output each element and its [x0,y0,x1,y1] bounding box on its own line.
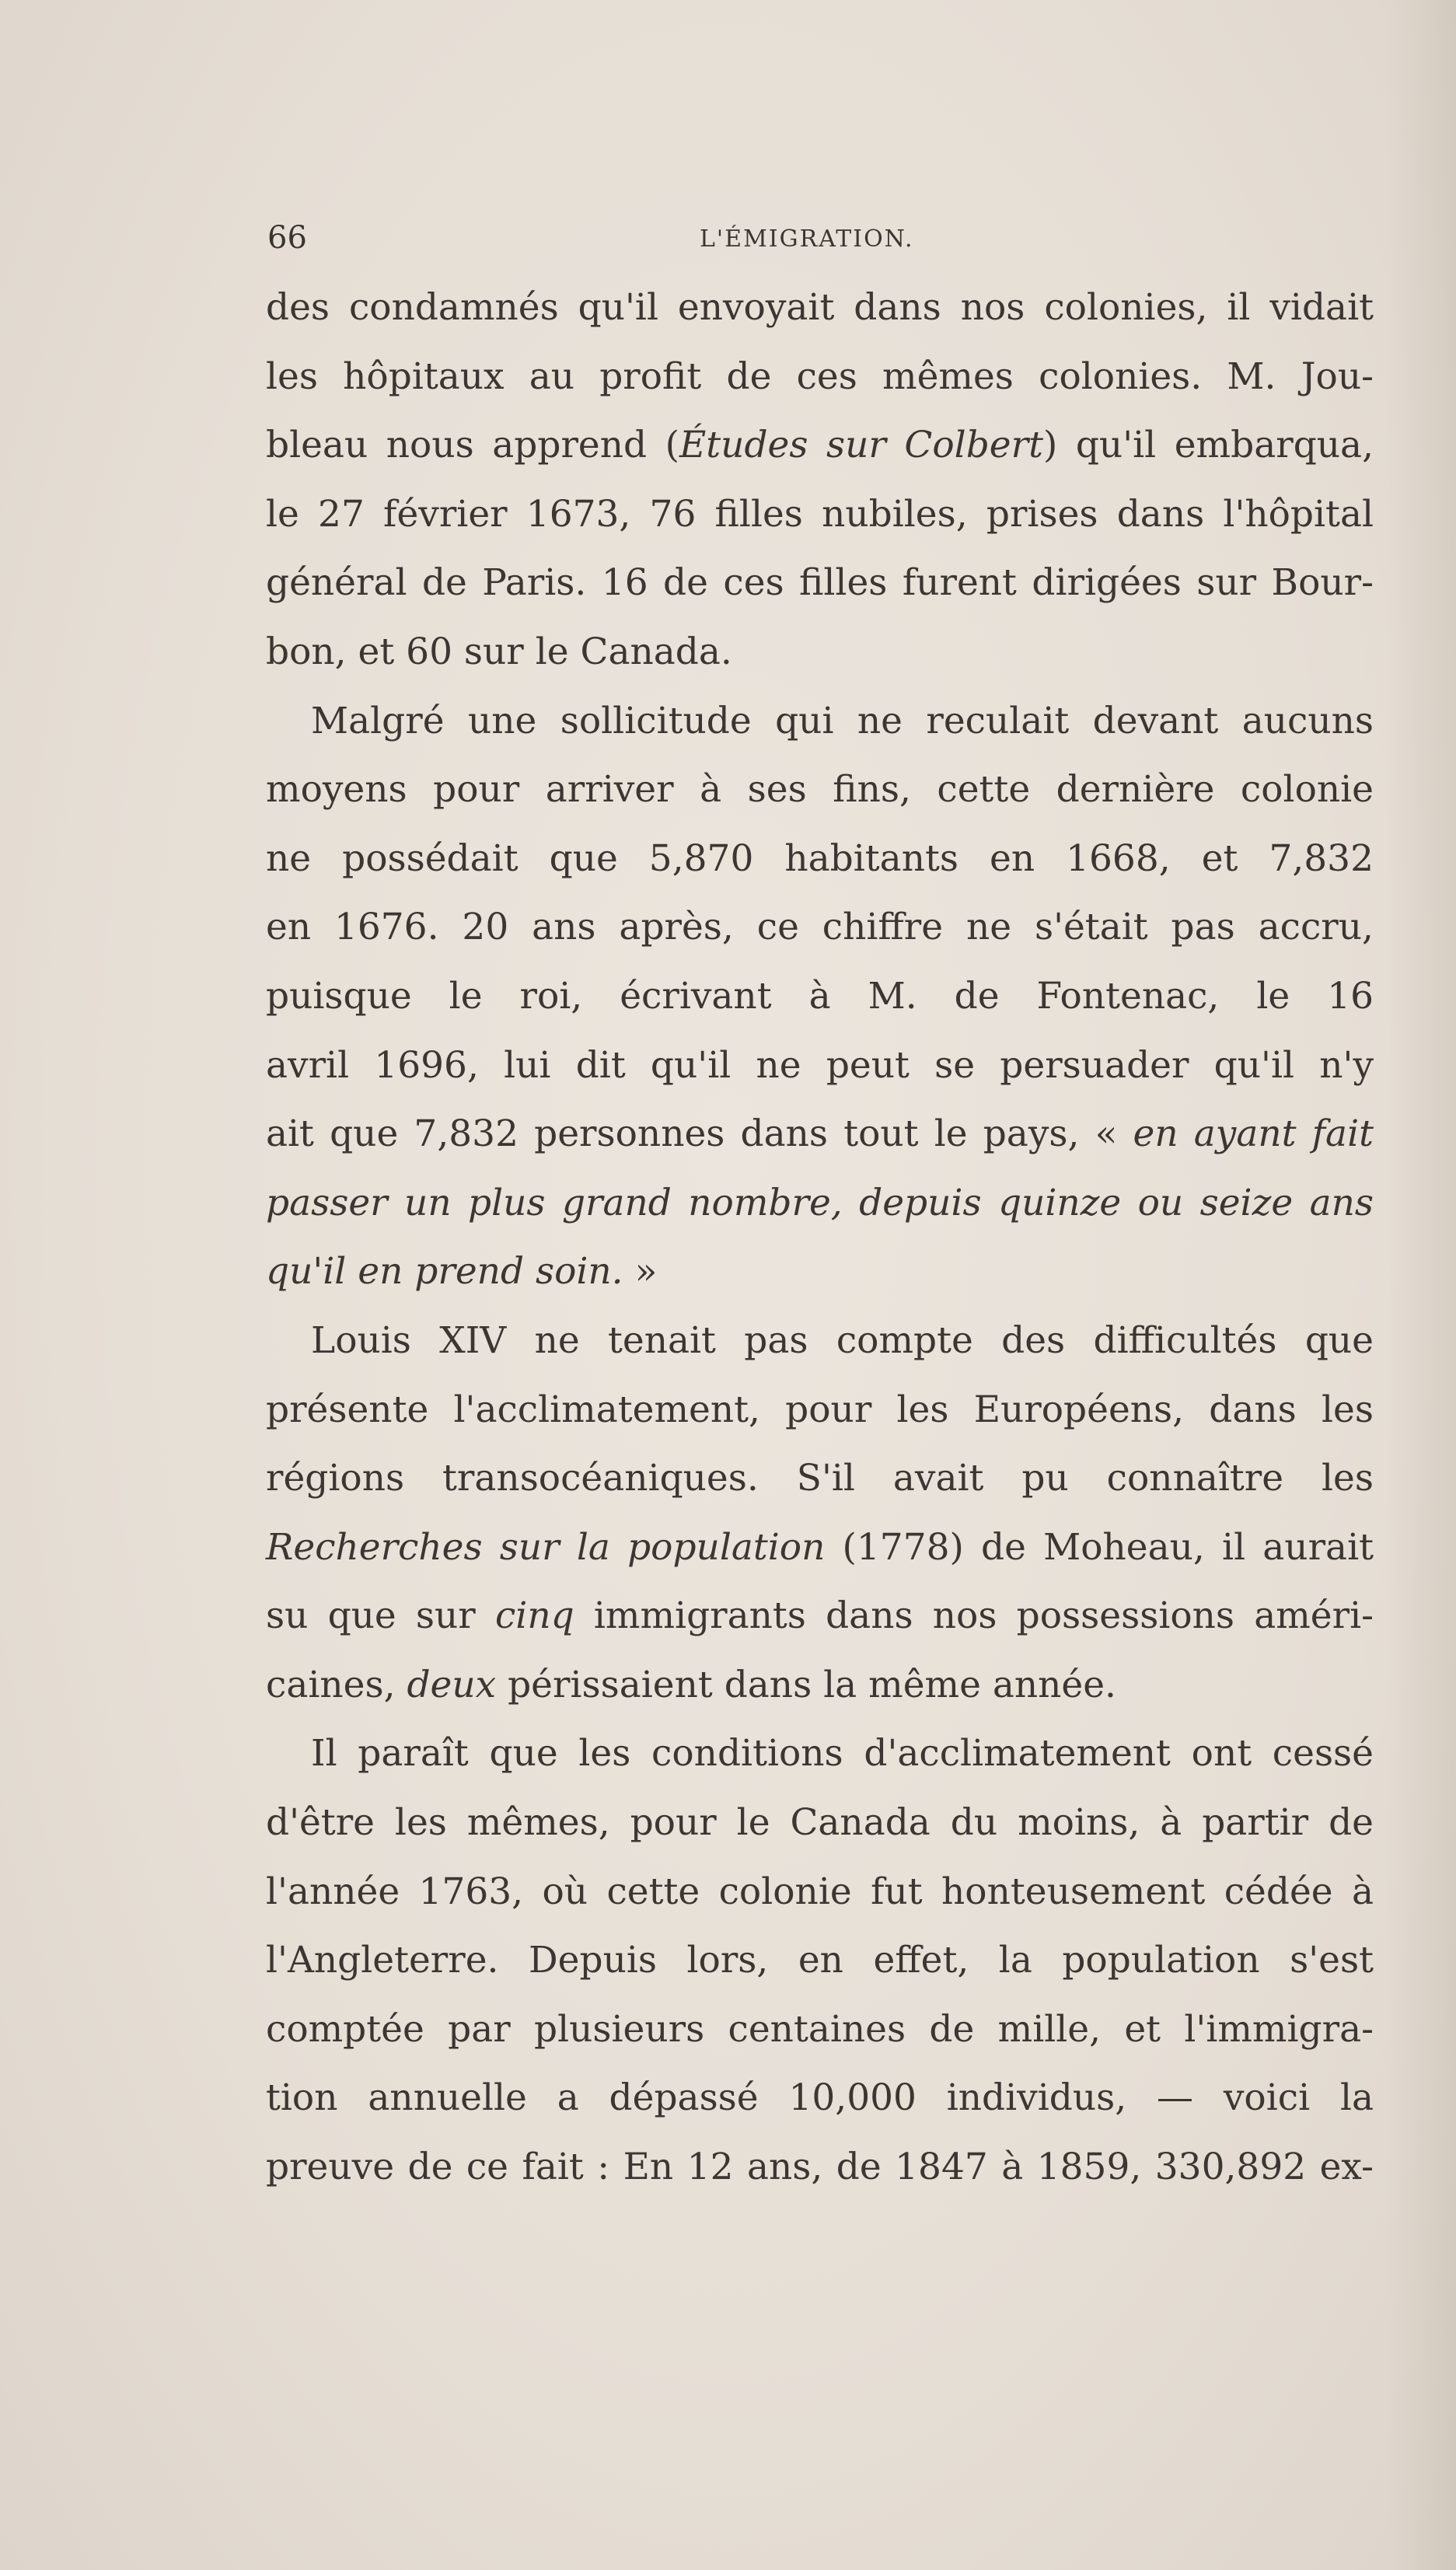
text-line: bon, et 60 sur le Canada. [266,630,732,673]
italic-quote: passer un plus grand nombre, depuis quinze ou seize ans [266,1181,1374,1224]
text-line: qu'il en prend soin. » [266,1250,658,1294]
text-line: en 1676. 20 ans après, ce chiffre ne s'était pas accru, [266,906,1374,949]
text-line: Malgré une sollicitude qui ne reculait devant aucuns [311,699,1374,742]
italic-word: deux [407,1663,497,1706]
page-edge-shadow [1386,0,1456,2570]
text-line: les hôpitaux au profit de ces mêmes colonies. M. Jou- [266,354,1374,398]
text-line: d'être les mêmes, pour le Canada du moins, à partir de [266,1801,1374,1845]
text-line: Recherches sur la population (1778) de Moheau, il aurait [266,1525,1374,1569]
text-line: comptée par plusieurs centaines de mille, et l'immigra- [266,2007,1374,2051]
text-line: avril 1696, lui dit qu'il ne peut se persuader qu'il n'y [266,1043,1374,1087]
paragraph-2 [266,687,1374,1307]
text-line: Louis XIV ne tenait pas compte des difficultés que [311,1318,1374,1362]
text-line: l'Angleterre. Depuis lors, en effet, la population s'est [266,1939,1374,1982]
text-line: ait que 7,832 personnes dans tout le pays, « en ayant fait [266,1112,1374,1156]
text-line: bleau nous apprend (Études sur Colbert) qu'il embarqua, [266,424,1374,467]
text-line: le 27 février 1673, 76 filles nubiles, prises dans l'hôpital [266,492,1374,536]
text-line: régions transocéaniques. S'il avait pu connaître les [266,1457,1374,1500]
text-line: ne possédait que 5,870 habitants en 1668, et 7,832 [266,836,1374,880]
text-line: Il paraît que les conditions d'acclimatement ont cessé [311,1732,1374,1776]
text-line: su que sur cinq immigrants dans nos possessions améri- [266,1594,1374,1638]
paragraph-3 [266,1307,1374,1720]
text-line: preuve de ce fait : En 12 ans, de 1847 à 1859, 330,892 ex- [266,2146,1374,2189]
page-number: 66 [267,220,307,256]
paragraph-1 [266,274,1374,687]
text-line: présente l'acclimatement, pour les Européens, dans les [266,1388,1374,1431]
italic-quote: qu'il en prend soin. [266,1250,623,1294]
text-line: moyens pour arriver à ses fins, cette dernière colonie [266,768,1374,812]
text-line: tion annuelle a dépassé 10,000 individus, — voici la [266,2076,1374,2120]
text-line: général de Paris. 16 de ces filles furent dirigées sur Bour- [266,561,1374,605]
running-head [267,216,1371,260]
body-text [266,274,1374,2202]
italic-word: cinq [494,1594,574,1638]
text-line: caines, deux périssaient dans la même année. [266,1663,1116,1706]
text-line: des condamnés qu'il envoyait dans nos colonies, il vidait [266,286,1374,329]
italic-title: Études sur Colbert [679,424,1043,467]
running-title: L'ÉMIGRATION. [700,225,914,253]
italic-title: Recherches sur la population [266,1525,826,1569]
text-line [266,1169,1374,1238]
text-line: puisque le roi, écrivant à M. de Fontenac, le 16 [266,974,1374,1018]
paragraph-4 [266,1720,1374,2202]
italic-quote: en ayant fait [1133,1112,1374,1156]
text-line: l'année 1763, où cette colonie fut honteusement cédée à [266,1870,1374,1913]
